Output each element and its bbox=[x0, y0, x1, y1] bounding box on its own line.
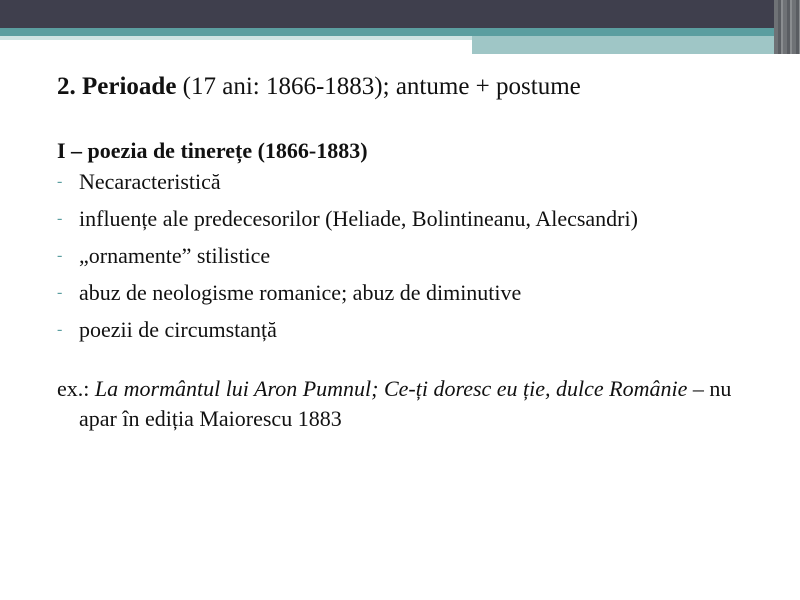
list-item-text: influențe ale predecesorilor (Heliade, Bolintineanu, Alecsandri) bbox=[79, 206, 638, 231]
corner-decoration bbox=[774, 0, 800, 54]
list-item-text: Necaracteristică bbox=[79, 169, 221, 194]
header-stripe bbox=[0, 28, 800, 36]
dash-bullet-icon: - bbox=[57, 173, 63, 190]
bullet-list bbox=[57, 168, 757, 344]
heading-bold: 2. Perioade bbox=[57, 73, 177, 100]
list-item-text: „ornamente” stilistice bbox=[79, 243, 271, 268]
slide-content bbox=[57, 72, 757, 456]
header-accent-block bbox=[472, 36, 800, 54]
example-suffix: – nu apar în ediția Maiorescu 1883 bbox=[79, 376, 732, 431]
dash-bullet-icon: - bbox=[57, 321, 63, 338]
list-item bbox=[57, 242, 757, 270]
example-note bbox=[57, 374, 757, 434]
dash-bullet-icon: - bbox=[57, 284, 63, 301]
section-title: I – poezia de tinerețe (1866-1883) bbox=[57, 138, 368, 163]
slide-heading bbox=[57, 72, 757, 102]
header-bar bbox=[0, 0, 800, 28]
header-light-line bbox=[0, 36, 472, 40]
dash-bullet-icon: - bbox=[57, 210, 63, 227]
dash-bullet-icon: - bbox=[57, 247, 63, 264]
list-item bbox=[57, 279, 757, 307]
list-item bbox=[57, 168, 757, 196]
example-titles: La mormântul lui Aron Pumnul; Ce-ți doresc eu ție, dulce Românie bbox=[94, 376, 688, 401]
list-item-text: abuz de neologisme romanice; abuz de diminutive bbox=[79, 280, 522, 305]
example-prefix: ex.: bbox=[57, 376, 95, 401]
heading-rest: (17 ani: 1866-1883); antume + postume bbox=[176, 73, 581, 100]
list-item-text: poezii de circumstanță bbox=[79, 317, 277, 342]
list-item bbox=[57, 316, 757, 344]
list-item bbox=[57, 205, 757, 233]
